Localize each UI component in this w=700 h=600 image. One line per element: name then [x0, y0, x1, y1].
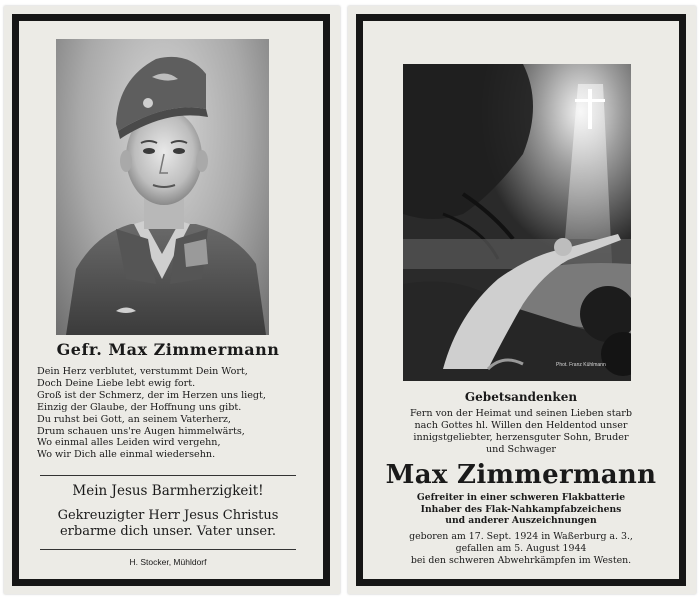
- deceased-name-large: Max Zimmermann: [385, 460, 657, 490]
- prayer-line: erbarme dich unser. Vater unser.: [59, 524, 276, 539]
- divider-line: [40, 475, 296, 476]
- obituary-paragraph: [368, 408, 674, 456]
- date-line: gefallen am 5. August 1944: [455, 542, 587, 554]
- soldier-portrait-illustration: [56, 39, 269, 335]
- poem-line: Du ruhst bei Gott, an seinem Vaterherz,: [37, 413, 231, 425]
- date-line: bei den schweren Abwehrkämpfen im Westen.: [410, 554, 632, 566]
- rank-line: Gefreiter in einer schweren Flakbatterie: [416, 492, 626, 503]
- religious-scene-illustration: [403, 64, 631, 381]
- prayer-card-title: Gebetsandenken: [464, 390, 578, 404]
- prayer-text: [20, 508, 316, 540]
- divider-line: [40, 549, 296, 550]
- prayer-invocation: Mein Jesus Barmherzigkeit!: [72, 483, 264, 499]
- memorial-poem: [37, 366, 317, 461]
- birth-death-dates: [368, 531, 674, 566]
- poem-line: Wo wir Dich alle einmal wiedersehn.: [37, 449, 216, 461]
- paragraph-line: innigstgeliebter, herzensguter Sohn, Bruder: [413, 432, 629, 443]
- paragraph-line: Fern von der Heimat und seinen Lieben starb: [409, 408, 633, 419]
- poem-line: Dein Herz verblutet, verstummt Dein Wort,: [37, 366, 248, 377]
- prayer-line: Gekreuzigter Herr Jesus Christus: [57, 508, 279, 523]
- poem-line: Drum schauen uns're Augen himmelwärts,: [37, 425, 245, 437]
- poem-line: Doch Deine Liebe lebt ewig fort.: [37, 377, 196, 389]
- christ-in-gethsemane-image: [403, 64, 631, 381]
- poem-line: Einzig der Glaube, der Hoffnung uns gibt.: [37, 401, 242, 413]
- poem-line: Wo einmal alles Leiden wird vergehn,: [37, 437, 221, 449]
- paragraph-line: nach Gottes hl. Willen den Heldentod unser: [414, 420, 628, 431]
- rank-line: Inhaber des Flak-Nahkampfabzeichens: [420, 503, 622, 515]
- printer-imprint: H. Stocker, Mühldorf: [129, 557, 207, 567]
- rank-line: und anderer Auszeichnungen: [445, 515, 597, 526]
- date-line: geboren am 17. Sept. 1924 in Waßerburg a. 3.,: [409, 531, 633, 542]
- deceased-name-heading: Gefr. Max Zimmermann: [56, 340, 280, 359]
- photo-credit: Phot. Franz Kühlmann: [556, 362, 606, 368]
- poem-line: Groß ist der Schmerz, der im Herzen uns liegt,: [37, 389, 266, 401]
- military-rank-info: [368, 492, 674, 527]
- soldier-portrait-photo: [56, 39, 269, 335]
- paragraph-line: und Schwager: [485, 444, 556, 455]
